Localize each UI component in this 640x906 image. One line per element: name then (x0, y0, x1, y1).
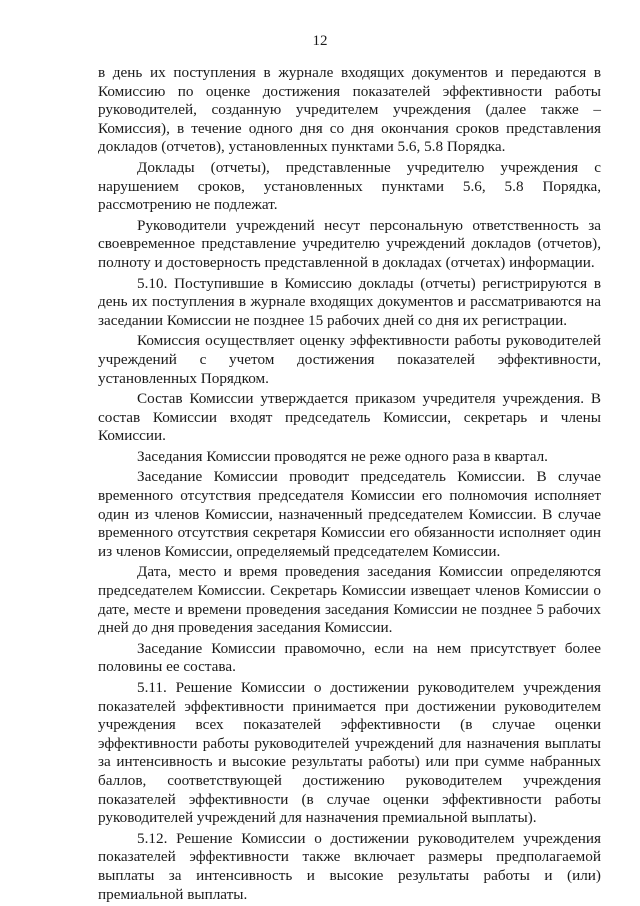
document-body (98, 64, 601, 906)
paragraph-5-11: 5.11. Решение Комиссии о достижении руководителем учреждения показателей эффективности принимается при достижении руководителем учреждения всех показателей эффективности (в случае оценки эффективности работы руководителей учреждений для назначения выплаты за интенсивность и высокие результаты работы) или при сумме набранных баллов, соответствующей достижению руководителем учреждения показателей эффективности (в случае оценки эффективности работы руководителей учреждений для назначения премиальной выплаты). (98, 679, 601, 827)
paragraph-5-10: 5.10. Поступившие в Комиссию доклады (отчеты) регистрируются в день их поступления в журнале входящих документов и рассматриваются на заседании Комиссии не позднее 15 рабочих дней со дня их регистрации. (98, 274, 601, 329)
paragraph-meeting-date: Дата, место и время проведения заседания Комиссии определяются председателем Комиссии. Секретарь Комиссии извещает членов Комиссии о дате, месте и времени проведения заседания Комиссии не позднее 5 рабочих дней до дня проведения заседания Комиссии. (98, 563, 601, 637)
paragraph-late-reports: Доклады (отчеты), представленные учредителю учреждения с нарушением сроков, установленных пунктами 5.6, 5.8 Порядка, рассмотрению не подлежат. (98, 158, 601, 214)
paragraph-5-12: 5.12. Решение Комиссии о достижении руководителем учреждения показателей эффективности также включает размеры предполагаемой выплаты за интенсивность и высокие результаты работы и (или) премиальной выплаты. (98, 829, 601, 903)
paragraph-quorum: Заседание Комиссии правомочно, если на нем присутствует более половины ее состава. (98, 639, 601, 676)
paragraph-continuation: в день их поступления в журнале входящих документов и передаются в Комиссию по оценке достижения показателей эффективности работы руководителей, созданную учредителем учреждения (далее также – Комиссия), в течение одного дня со дня окончания сроков представления докладов (отчетов), установленных пунктами 5.6, 5.8 Порядка. (98, 64, 601, 156)
page-number: 12 (312, 33, 328, 49)
paragraph-meeting-chair: Заседание Комиссии проводит председатель Комиссии. В случае временного отсутствия председателя Комиссии его полномочия исполняет один из членов Комиссии, назначенный председателем Комиссии. В случае временного отсутствия секретаря Комиссии его обязанности исполняет один из членов Комиссии, определяемый председателем Комиссии. (98, 468, 601, 560)
paragraph-commission-assessment: Комиссия осуществляет оценку эффективности работы руководителей учреждений с учетом достижения показателей эффективности, установленных Порядком. (98, 332, 601, 387)
paragraph-meeting-frequency: Заседания Комиссии проводятся не реже одного раза в квартал. (137, 447, 548, 465)
paragraph-responsibility: Руководители учреждений несут персональную ответственность за своевременное представление учредителю учреждений докладов (отчетов), полноту и достоверность представленной в докладах (отчетах) информации. (98, 216, 601, 271)
paragraph-commission-composition: Состав Комиссии утверждается приказом учредителя учреждения. В состав Комиссии входят председатель Комиссии, секретарь и члены Комиссии. (98, 390, 601, 445)
